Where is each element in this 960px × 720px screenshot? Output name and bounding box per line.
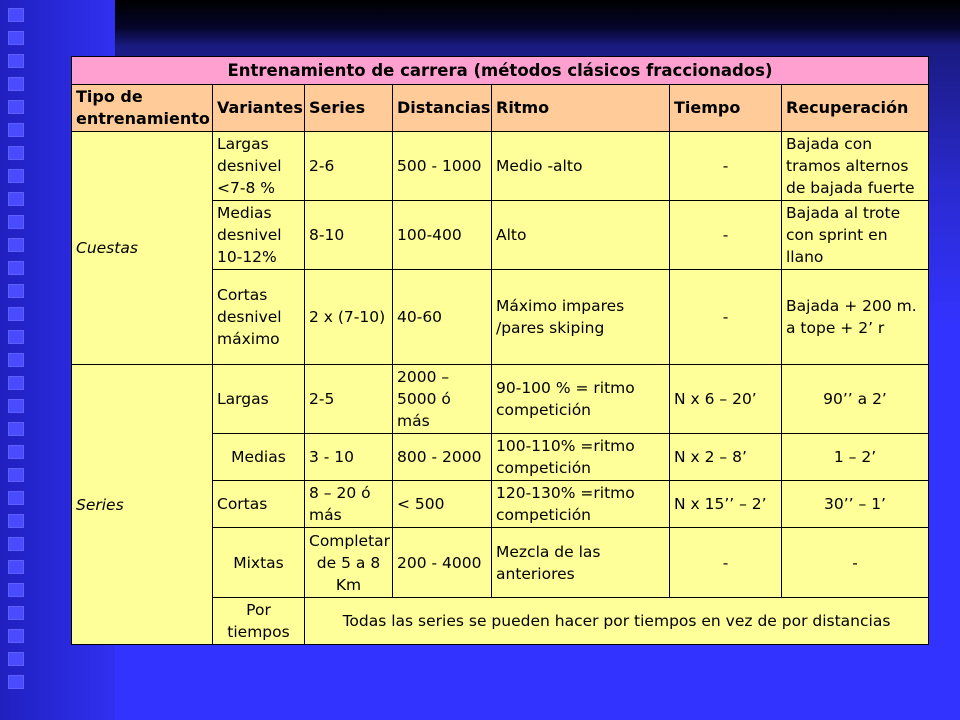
cell-pace: Mezcla de las anteriores	[492, 528, 670, 598]
decorative-square	[8, 675, 24, 689]
table-container	[71, 56, 929, 645]
cell-distance: 2000 – 5000 ó más	[393, 365, 492, 434]
cell-distance: 100-400	[393, 201, 492, 270]
cell-time: -	[670, 132, 782, 201]
cell-time: -	[670, 270, 782, 365]
decorative-square	[8, 652, 24, 666]
cell-variant: Largas	[213, 365, 305, 434]
header-row	[72, 85, 929, 132]
cell-pace: 100-110% =ritmo competición	[492, 434, 670, 481]
decorative-square	[8, 307, 24, 321]
cell-series: 2-5	[305, 365, 393, 434]
decorative-square	[8, 77, 24, 91]
header-series: Series	[305, 85, 393, 132]
cell-pace: Máximo impares /pares skiping	[492, 270, 670, 365]
group-label-series: Series	[72, 365, 213, 645]
decorative-square	[8, 261, 24, 275]
cell-pace: Alto	[492, 201, 670, 270]
cell-pace: 90-100 % = ritmo competición	[492, 365, 670, 434]
decorative-square	[8, 8, 24, 22]
decorative-square	[8, 514, 24, 528]
decorative-square	[8, 422, 24, 436]
group-label-cuestas: Cuestas	[72, 132, 213, 365]
table-row	[72, 365, 929, 434]
decorative-square	[8, 399, 24, 413]
decorative-square	[8, 491, 24, 505]
cell-variant: Medias	[213, 434, 305, 481]
cell-recovery: Bajada con tramos alternos de bajada fuerte	[782, 132, 929, 201]
table-row	[72, 132, 929, 201]
cell-note: Todas las series se pueden hacer por tiempos en vez de por distancias	[305, 598, 929, 645]
decorative-square	[8, 100, 24, 114]
header-ritmo: Ritmo	[492, 85, 670, 132]
cell-distance: 40-60	[393, 270, 492, 365]
decorative-square	[8, 284, 24, 298]
decorative-square	[8, 192, 24, 206]
header-distancias: Distancias	[393, 85, 492, 132]
cell-time: N x 6 – 20’	[670, 365, 782, 434]
decorative-square	[8, 123, 24, 137]
decorative-square	[8, 583, 24, 597]
decorative-square	[8, 606, 24, 620]
cell-distance: 200 - 4000	[393, 528, 492, 598]
cell-recovery: -	[782, 528, 929, 598]
cell-variant: Cortas	[213, 481, 305, 528]
decorative-square	[8, 537, 24, 551]
cell-variant: Cortas desnivel máximo	[213, 270, 305, 365]
cell-series: 3 - 10	[305, 434, 393, 481]
cell-recovery: 1 – 2’	[782, 434, 929, 481]
training-table	[71, 56, 929, 645]
cell-time: N x 15’’ – 2’	[670, 481, 782, 528]
table-title: Entrenamiento de carrera (métodos clásicos fraccionados)	[72, 57, 929, 85]
decorative-square	[8, 353, 24, 367]
cell-series: 2 x (7-10)	[305, 270, 393, 365]
decorative-square	[8, 629, 24, 643]
top-dark-band	[115, 0, 960, 46]
header-tipo: Tipo de entrenamiento	[72, 85, 213, 132]
cell-distance: 500 - 1000	[393, 132, 492, 201]
cell-time: -	[670, 528, 782, 598]
cell-time: N x 2 – 8’	[670, 434, 782, 481]
cell-variant: Por tiempos	[213, 598, 305, 645]
header-recuperacion: Recuperación	[782, 85, 929, 132]
cell-pace: Medio -alto	[492, 132, 670, 201]
title-row	[72, 57, 929, 85]
cell-series: 8-10	[305, 201, 393, 270]
cell-distance: 800 - 2000	[393, 434, 492, 481]
decorative-square	[8, 468, 24, 482]
decorative-square	[8, 560, 24, 574]
cell-variant: Mixtas	[213, 528, 305, 598]
cell-variant: Medias desnivel 10-12%	[213, 201, 305, 270]
cell-series: 8 – 20 ó más	[305, 481, 393, 528]
cell-series: Completar de 5 a 8 Km	[305, 528, 393, 598]
decorative-square	[8, 376, 24, 390]
decorative-square	[8, 31, 24, 45]
decorative-square	[8, 215, 24, 229]
cell-pace: 120-130% =ritmo competición	[492, 481, 670, 528]
cell-recovery: 30’’ – 1’	[782, 481, 929, 528]
decorative-square	[8, 445, 24, 459]
decorative-square	[8, 330, 24, 344]
decorative-square	[8, 169, 24, 183]
decorative-square	[8, 238, 24, 252]
decorative-square	[8, 54, 24, 68]
decorative-square	[8, 146, 24, 160]
header-tiempo: Tiempo	[670, 85, 782, 132]
cell-recovery: 90’’ a 2’	[782, 365, 929, 434]
header-variantes: Variantes	[213, 85, 305, 132]
cell-recovery: Bajada + 200 m. a tope + 2’ r	[782, 270, 929, 365]
cell-series: 2-6	[305, 132, 393, 201]
cell-variant: Largas desnivel <7-8 %	[213, 132, 305, 201]
cell-recovery: Bajada al trote con sprint en llano	[782, 201, 929, 270]
cell-time: -	[670, 201, 782, 270]
cell-distance: < 500	[393, 481, 492, 528]
